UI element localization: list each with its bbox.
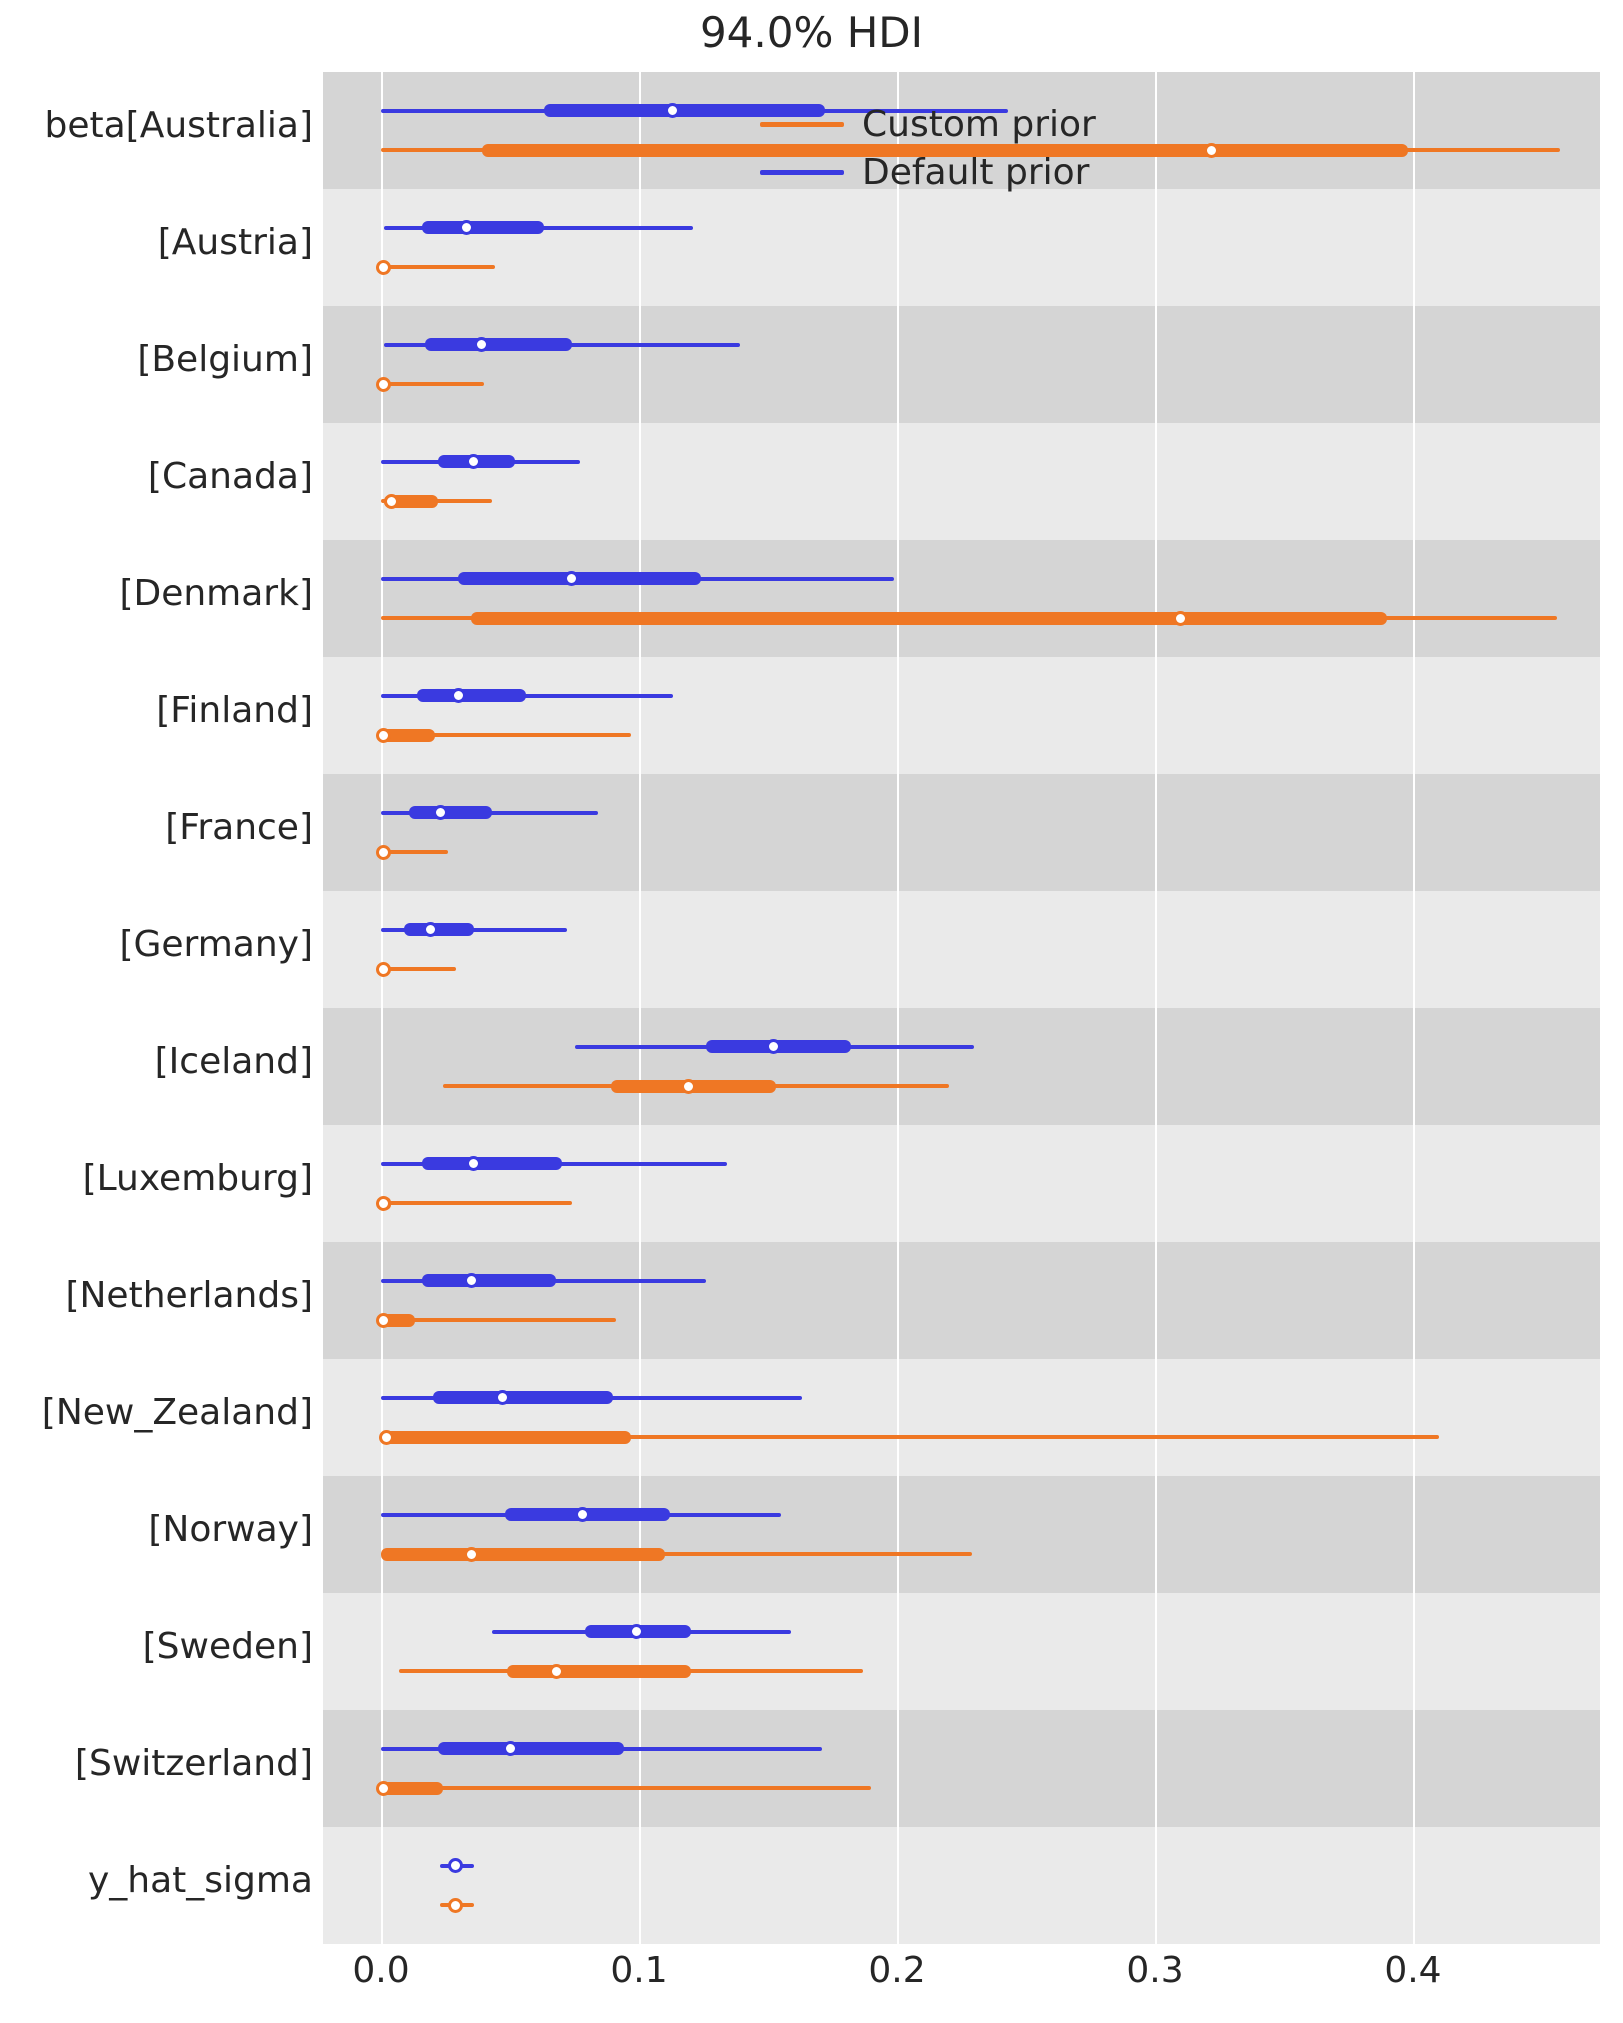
- point-estimate-marker: [448, 1898, 463, 1913]
- point-estimate-marker: [433, 805, 448, 820]
- legend-swatch-icon: [760, 170, 844, 175]
- legend-swatch-icon: [760, 122, 844, 127]
- iqr-bar: [404, 923, 474, 936]
- y-axis-label: [Austria]: [157, 221, 313, 263]
- iqr-bar: [417, 689, 525, 702]
- point-estimate-marker: [376, 962, 391, 977]
- y-axis-label: [France]: [165, 806, 313, 848]
- row-band: [323, 1242, 1600, 1359]
- gridline: [639, 72, 641, 1944]
- point-estimate-marker: [376, 845, 391, 860]
- y-axis-label: [Belgium]: [137, 338, 313, 380]
- legend-label: Default prior: [862, 151, 1090, 193]
- point-estimate-marker: [464, 1547, 479, 1562]
- iqr-bar: [422, 1274, 556, 1287]
- point-estimate-marker: [549, 1664, 564, 1679]
- point-estimate-marker: [376, 260, 391, 275]
- point-estimate-marker: [464, 1273, 479, 1288]
- y-axis-label: [Sweden]: [142, 1625, 313, 1667]
- point-estimate-marker: [384, 494, 399, 509]
- gridline: [897, 72, 899, 1944]
- iqr-bar: [381, 1548, 665, 1561]
- row-band: [323, 1710, 1600, 1827]
- row-band: [323, 1008, 1600, 1125]
- gridline: [381, 72, 383, 1944]
- plot-area: [323, 72, 1600, 1944]
- row-band: [323, 1476, 1600, 1593]
- point-estimate-marker: [376, 1313, 391, 1328]
- x-axis-tick-label: 0.3: [1126, 1950, 1184, 1991]
- y-axis-label: y_hat_sigma: [87, 1859, 313, 1901]
- page-title: 94.0% HDI: [699, 8, 924, 57]
- point-estimate-marker: [629, 1624, 644, 1639]
- y-axis-label: [Germany]: [119, 923, 313, 965]
- y-axis-label: [Norway]: [148, 1508, 313, 1550]
- iqr-bar: [409, 806, 492, 819]
- hdi-line: [381, 1201, 572, 1205]
- hdi-line: [381, 967, 456, 971]
- y-axis-label: [New_Zealand]: [41, 1391, 313, 1433]
- point-estimate-marker: [495, 1390, 510, 1405]
- iqr-bar: [507, 1665, 690, 1678]
- iqr-bar: [433, 1391, 614, 1404]
- gridline: [1155, 72, 1157, 1944]
- x-axis-tick-label: 0.0: [352, 1950, 410, 1991]
- point-estimate-marker: [376, 377, 391, 392]
- y-axis-label: [Switzerland]: [74, 1742, 313, 1784]
- y-axis-label: [Netherlands]: [65, 1274, 313, 1316]
- hdi-line: [381, 1786, 871, 1790]
- legend-label: Custom prior: [862, 103, 1096, 145]
- point-estimate-marker: [459, 220, 474, 235]
- x-axis-tick-label: 0.2: [868, 1950, 926, 1991]
- row-band: [323, 774, 1600, 891]
- point-estimate-marker: [451, 688, 466, 703]
- y-axis-label: [Iceland]: [154, 1040, 313, 1082]
- point-estimate-marker: [681, 1079, 696, 1094]
- row-band: [323, 306, 1600, 423]
- point-estimate-marker: [376, 1196, 391, 1211]
- point-estimate-marker: [448, 1858, 463, 1873]
- y-axis-label: [Denmark]: [119, 572, 313, 614]
- hdi-line: [381, 850, 448, 854]
- legend: [760, 100, 1096, 196]
- iqr-bar: [425, 338, 572, 351]
- x-axis-tick-label: 0.4: [1384, 1950, 1442, 1991]
- legend-item[interactable]: [760, 100, 1096, 148]
- y-axis-label: beta[Australia]: [44, 104, 313, 146]
- point-estimate-marker: [379, 1430, 394, 1445]
- iqr-bar: [458, 572, 701, 585]
- iqr-bar: [381, 1431, 631, 1444]
- point-estimate-marker: [376, 1781, 391, 1796]
- point-estimate-marker: [376, 728, 391, 743]
- hdi-line: [381, 1318, 616, 1322]
- y-axis-label: [Luxemburg]: [82, 1157, 313, 1199]
- y-axis-label: [Canada]: [147, 455, 313, 497]
- iqr-bar: [438, 1742, 624, 1755]
- x-axis-tick-label: 0.1: [610, 1950, 668, 1991]
- gridline: [1413, 72, 1415, 1944]
- point-estimate-marker: [575, 1507, 590, 1522]
- row-band: [323, 540, 1600, 657]
- iqr-bar: [422, 1157, 561, 1170]
- y-axis-label: [Finland]: [156, 689, 313, 731]
- point-estimate-marker: [503, 1741, 518, 1756]
- legend-item[interactable]: [760, 148, 1096, 196]
- hdi-line: [381, 265, 495, 269]
- point-estimate-marker: [766, 1039, 781, 1054]
- hdi-line: [381, 382, 484, 386]
- iqr-bar: [471, 612, 1387, 625]
- point-estimate-marker: [423, 922, 438, 937]
- iqr-bar: [422, 221, 543, 234]
